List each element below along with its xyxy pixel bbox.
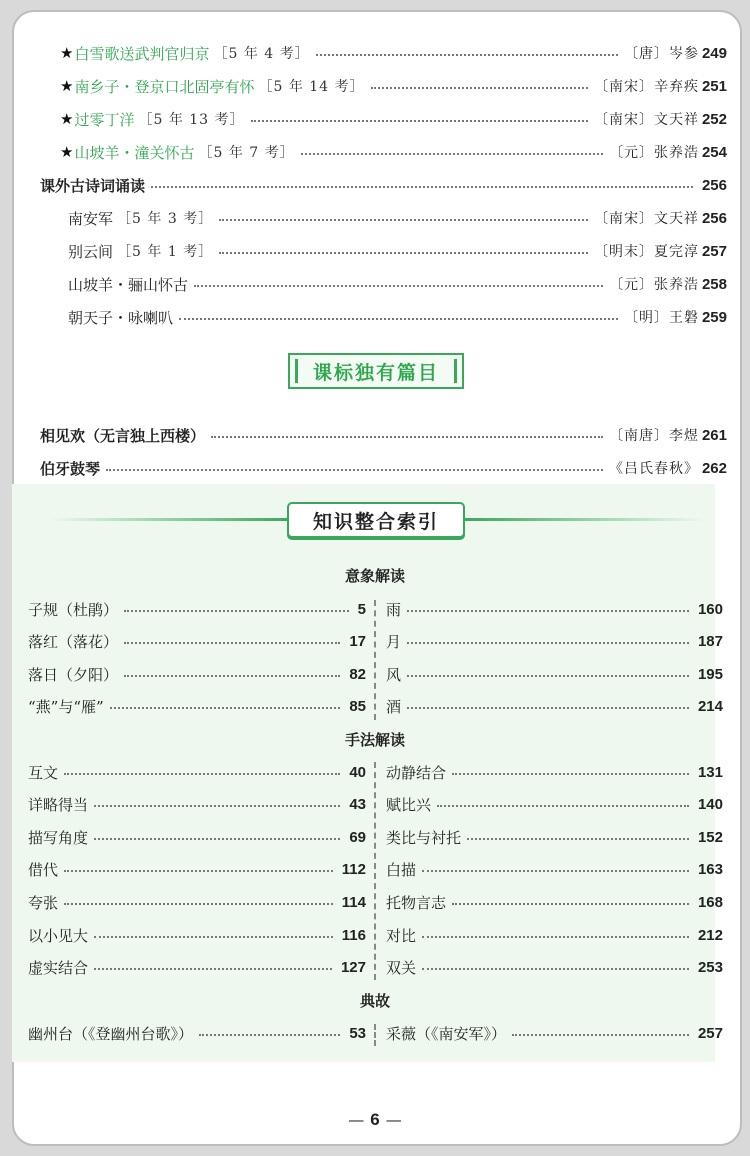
leader-dots: [211, 436, 603, 438]
toc-title: 山坡羊・骊山怀古: [68, 275, 189, 294]
toc-author: 〔南宋〕辛弃疾: [593, 79, 699, 95]
toc-entry[interactable]: [68, 272, 727, 296]
index-page: 85: [349, 697, 366, 715]
index-entry[interactable]: [28, 923, 366, 947]
index-label: 双关: [386, 958, 417, 977]
toc-page: 261: [701, 426, 727, 444]
banner-title: 知识整合索引: [312, 510, 439, 533]
index-label: 对比: [386, 926, 417, 945]
leader-dots: [407, 675, 689, 677]
toc-page: 256: [701, 209, 727, 227]
subsection-heading: 手法解读: [344, 731, 405, 749]
index-page: 116: [341, 926, 366, 944]
leader-dots: [64, 903, 333, 905]
index-label: 以小见大: [28, 926, 89, 945]
page-footer: [0, 1110, 750, 1130]
index-label: 雨: [386, 600, 402, 619]
exam-tag: ［5 年 4 考］: [213, 46, 310, 62]
index-label: 子规（杜鹃）: [28, 600, 119, 619]
toc-author: 〔唐〕岑参: [623, 46, 699, 62]
subsection-heading: 典故: [359, 992, 390, 1010]
index-label: 风: [386, 665, 402, 684]
index-entry[interactable]: [28, 760, 366, 784]
toc-author: 《吕氏春秋》: [608, 461, 699, 477]
toc-title: 朝天子・咏喇叭: [68, 308, 174, 327]
index-page: 253: [697, 958, 723, 976]
leader-dots: [94, 936, 333, 938]
index-entry[interactable]: [28, 792, 366, 816]
toc-page: 257: [701, 242, 727, 260]
index-label: 虚实结合: [28, 958, 89, 977]
toc-author: 〔元〕张养浩: [608, 145, 699, 161]
leader-dots: [124, 675, 340, 677]
toc-title: 山坡羊・潼关怀古: [74, 143, 195, 162]
index-page: 168: [697, 893, 723, 911]
star-icon: ★: [60, 110, 74, 128]
index-entry[interactable]: [386, 662, 723, 686]
index-page: 127: [340, 958, 366, 976]
index-entry[interactable]: [386, 1021, 723, 1045]
index-entry[interactable]: [386, 890, 723, 914]
banner-line-left: [50, 518, 290, 521]
index-entry[interactable]: [28, 694, 366, 718]
index-entry[interactable]: [28, 955, 366, 979]
index-entry[interactable]: [28, 825, 366, 849]
index-entry[interactable]: [28, 890, 366, 914]
toc-entry[interactable]: [40, 456, 727, 480]
index-entry[interactable]: [386, 857, 723, 881]
index-page: 131: [697, 763, 723, 781]
index-page: 212: [697, 926, 723, 944]
index-page: 40: [349, 763, 366, 781]
leader-dots: [94, 968, 332, 970]
index-page: 53: [349, 1024, 366, 1042]
leader-dots: [179, 318, 618, 320]
index-label: “燕”与“雁”: [28, 697, 104, 716]
index-label: 借代: [28, 860, 59, 879]
knowledge-banner: [287, 502, 465, 538]
subsection-heading: 意象解读: [344, 567, 405, 585]
toc-title: 南乡子・登京口北固亭有怀: [74, 77, 255, 96]
toc-page: 258: [701, 275, 727, 293]
footer-dash-left: —: [348, 1110, 365, 1129]
leader-dots: [64, 870, 333, 872]
column-divider: [374, 600, 376, 720]
exam-tag: ［5 年 7 考］: [198, 145, 295, 161]
toc-entry[interactable]: [68, 239, 727, 263]
toc-entry[interactable]: [60, 74, 727, 98]
index-page: 160: [697, 600, 723, 618]
toc-author: 〔南宋〕文天祥: [593, 112, 699, 128]
page-number: 6: [370, 1110, 380, 1129]
toc-author: 〔明〕王磐: [623, 310, 699, 326]
index-entry[interactable]: [386, 629, 723, 653]
index-label: 采薇（《南安军》）: [386, 1024, 507, 1043]
index-entry[interactable]: [28, 597, 366, 621]
leader-dots: [316, 54, 618, 56]
index-page: 114: [341, 893, 366, 911]
leader-dots: [437, 805, 689, 807]
section-title: 课外古诗词诵读: [40, 176, 146, 195]
leader-dots: [106, 469, 603, 471]
index-page: 17: [349, 632, 366, 650]
index-page: 214: [697, 697, 723, 715]
leader-dots: [301, 153, 603, 155]
index-entry[interactable]: [28, 857, 366, 881]
toc-author: 〔元〕张养浩: [608, 277, 699, 293]
leader-dots: [94, 838, 340, 840]
index-entry[interactable]: [386, 792, 723, 816]
index-label: 月: [386, 632, 402, 651]
index-page: 152: [697, 828, 723, 846]
leader-dots: [64, 773, 340, 775]
leader-dots: [407, 610, 689, 612]
column-divider: [374, 762, 376, 980]
index-page: 5: [357, 600, 366, 618]
leader-dots: [194, 285, 603, 287]
toc-entry[interactable]: [68, 305, 727, 329]
index-page: 82: [349, 665, 366, 683]
footer-dash-right: —: [385, 1110, 402, 1129]
index-label: 夸张: [28, 893, 59, 912]
index-entry[interactable]: [28, 662, 366, 686]
toc-title: 白雪歌送武判官归京: [74, 44, 210, 63]
index-label: 互文: [28, 763, 59, 782]
index-entry[interactable]: [386, 955, 723, 979]
leader-dots: [407, 707, 689, 709]
index-page: 163: [697, 860, 723, 878]
leader-dots: [219, 219, 588, 221]
index-entry[interactable]: [386, 597, 723, 621]
leader-dots: [422, 936, 689, 938]
toc-title: 南安军: [68, 209, 114, 228]
index-label: 类比与衬托: [386, 828, 462, 847]
toc-author: 〔明末〕夏完淳: [593, 244, 699, 260]
index-page: 140: [697, 795, 723, 813]
toc-entry[interactable]: [60, 107, 727, 131]
index-label: 落日（夕阳）: [28, 665, 119, 684]
index-page: 112: [341, 860, 366, 878]
leader-dots: [199, 1034, 340, 1036]
section-page: 256: [701, 176, 727, 194]
index-entry[interactable]: [386, 825, 723, 849]
index-label: 托物言志: [386, 893, 447, 912]
leader-dots: [124, 610, 349, 612]
index-page: 195: [697, 665, 723, 683]
toc-author: 〔南唐〕李煜: [608, 428, 699, 444]
toc-entry[interactable]: [60, 41, 727, 65]
toc-entry[interactable]: [40, 423, 727, 447]
index-label: 赋比兴: [386, 795, 432, 814]
banner-title: 课标独有篇目: [312, 361, 439, 384]
exam-tag: ［5 年 14 考］: [258, 79, 365, 95]
leader-dots: [422, 968, 689, 970]
toc-page: 252: [701, 110, 727, 128]
leader-dots: [251, 120, 588, 122]
leader-dots: [371, 87, 588, 89]
toc-entry[interactable]: [68, 206, 727, 230]
index-label: 详略得当: [28, 795, 89, 814]
toc-page: 251: [701, 77, 727, 95]
exam-tag: ［5 年 13 考］: [138, 112, 245, 128]
index-page: 187: [697, 632, 723, 650]
index-label: 幽州台（《登幽州台歌》）: [28, 1024, 194, 1043]
toc-title: 别云间: [68, 242, 114, 261]
leader-dots: [151, 186, 693, 188]
leader-dots: [452, 773, 689, 775]
toc-title: 相见欢（无言独上西楼）: [40, 426, 206, 445]
toc-page: 262: [701, 459, 727, 477]
star-icon: ★: [60, 77, 74, 95]
exam-tag: ［5 年 3 考］: [117, 211, 214, 227]
column-divider: [374, 1024, 376, 1046]
banner-line-right: [464, 518, 704, 521]
index-entry[interactable]: [28, 1021, 366, 1045]
leader-dots: [124, 642, 340, 644]
toc-title: 伯牙鼓琴: [40, 459, 101, 478]
index-entry[interactable]: [386, 760, 723, 784]
toc-author: 〔南宋〕文天祥: [593, 211, 699, 227]
toc-title: 过零丁洋: [74, 110, 135, 129]
toc-page: 254: [701, 143, 727, 161]
leader-dots: [407, 642, 689, 644]
index-entry[interactable]: [386, 923, 723, 947]
star-icon: ★: [60, 143, 74, 161]
index-page: 43: [349, 795, 366, 813]
index-entry[interactable]: [28, 629, 366, 653]
toc-page: 259: [701, 308, 727, 326]
index-label: 白描: [386, 860, 417, 879]
index-label: 酒: [386, 697, 402, 716]
leader-dots: [110, 707, 341, 709]
toc-entry[interactable]: [60, 140, 727, 164]
exam-tag: ［5 年 1 考］: [117, 244, 214, 260]
leader-dots: [94, 805, 340, 807]
index-page: 257: [697, 1024, 723, 1042]
toc-page: 249: [701, 44, 727, 62]
leader-dots: [219, 252, 588, 254]
index-label: 描写角度: [28, 828, 89, 847]
section-heading-extra-reading[interactable]: [40, 173, 727, 197]
leader-dots: [422, 870, 689, 872]
index-entry[interactable]: [386, 694, 723, 718]
star-icon: ★: [60, 44, 74, 62]
leader-dots: [467, 838, 689, 840]
index-page: 69: [349, 828, 366, 846]
leader-dots: [512, 1034, 689, 1036]
curriculum-banner: [288, 353, 464, 389]
index-label: 落红（落花）: [28, 632, 119, 651]
leader-dots: [452, 903, 689, 905]
index-label: 动静结合: [386, 763, 447, 782]
